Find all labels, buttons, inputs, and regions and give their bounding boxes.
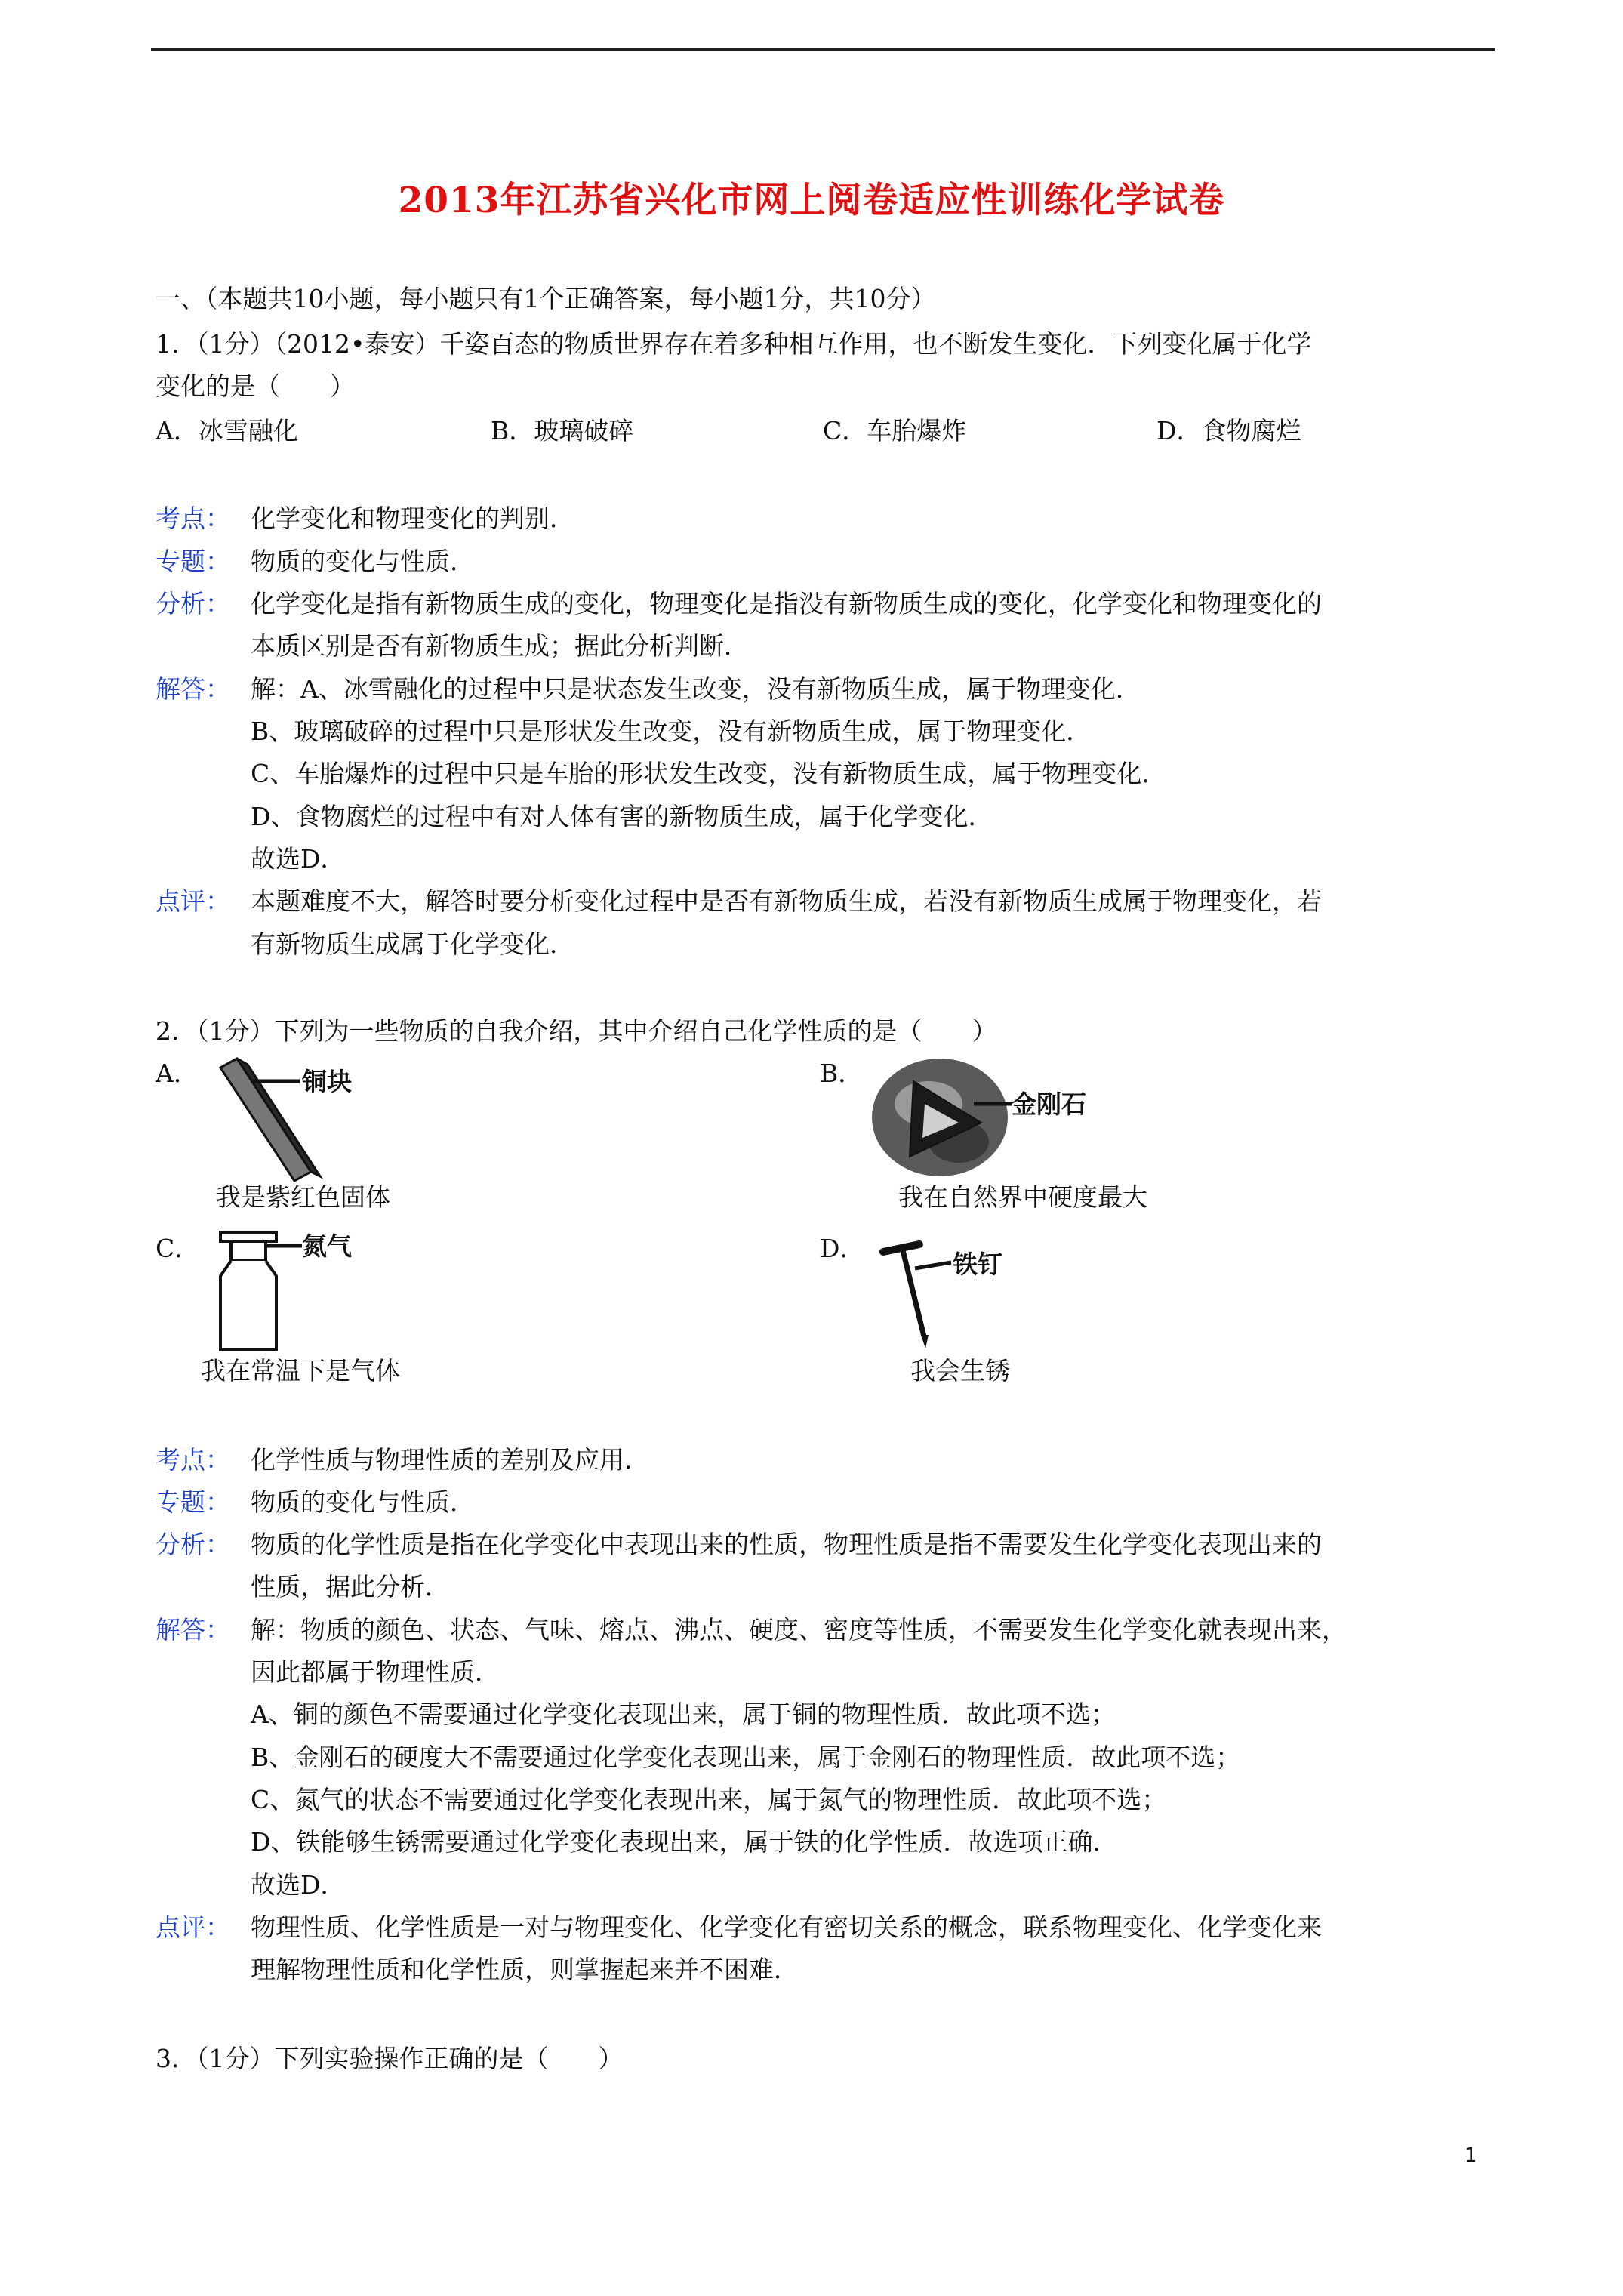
q1-fenxi-line2: 本质区别是否有新物质生成；据此分析判断． [251,631,749,661]
q2-option-d-tag: 铁钉 [953,1250,1002,1279]
q2-fenxi-line2: 性质，据此分析． [251,1572,450,1601]
q2-option-c-letter: C． [156,1234,200,1263]
q2-jieda-line5: C、氮气的状态不需要通过化学变化表现出来，属于氮气的物理性质．故此项不选； [251,1785,1167,1814]
gas-bottle-icon [205,1223,387,1359]
q1-stem-line1: 1．（1分）（2012•泰安）千姿百态的物质世界存在着多种相互作用，也不断发生变化．下列变化属于化学 [156,329,1312,359]
q1-option-b: B．玻璃破碎 [491,416,634,445]
q2-jieda-label: 解答： [156,1615,230,1644]
q1-jieda-line2: B、玻璃破碎的过程中只是形状发生改变，没有新物质生成，属于物理变化． [251,717,1092,746]
q2-kaodian-text: 化学性质与物理性质的差别及应用． [251,1445,649,1475]
q1-stem-line2: 变化的是（ ） [156,371,355,401]
q3-stem: 3．（1分）下列实验操作正确的是（ ） [156,2044,624,2073]
header-rule [151,48,1495,51]
q1-jieda-line4: D、食物腐烂的过程中有对人体有害的新物质生成，属于化学变化． [251,802,993,831]
q2-option-c-caption: 我在常温下是气体 [201,1356,400,1385]
q1-dianping-label: 点评： [156,886,230,916]
q2-jieda-line1: 解：物质的颜色、状态、气味、熔点、沸点、硬度、密度等性质，不需要发生化学变化就表现出来， [251,1615,1347,1644]
q2-zhuanti-text: 物质的变化与性质． [251,1487,475,1517]
q1-option-c: C．车胎爆炸 [823,416,967,445]
q2-option-a-letter: A． [156,1059,199,1088]
q1-fenxi-line1: 化学变化是指有新物质生成的变化，物理变化是指没有新物质生成的变化，化学变化和物理变化的 [251,589,1322,618]
q1-zhuanti-label: 专题： [156,547,230,576]
q2-fenxi-line1: 物质的化学性质是指在化学变化中表现出来的性质，物理性质是指不需要发生化学变化表现出来的 [251,1530,1322,1559]
q2-jieda-line2: 因此都属于物理性质． [251,1657,500,1687]
q1-jieda-line1: 解：A、冰雪融化的过程中只是状态发生改变，没有新物质生成，属于物理变化． [251,674,1141,704]
q2-dianping-label: 点评： [156,1912,230,1942]
q2-option-b-tag: 金刚石 [1012,1089,1086,1119]
q2-dianping-line2: 理解物理性质和化学性质，则掌握起来并不困难． [251,1955,799,1984]
page-number: 1 [1464,2144,1477,2167]
q1-fenxi-label: 分析： [156,589,230,618]
q2-jieda-line4: B、金刚石的硬度大不需要通过化学变化表现出来，属于金刚石的物理性质．故此项不选； [251,1743,1241,1772]
q2-option-b-caption: 我在自然界中硬度最大 [898,1182,1147,1212]
q1-kaodian-text: 化学变化和物理变化的判别． [251,504,574,533]
q2-option-a-tag: 铜块 [302,1067,352,1096]
q1-zhuanti-text: 物质的变化与性质． [251,547,475,576]
q1-jieda-line5: 故选D． [251,844,346,874]
iron-nail-icon [868,1223,1079,1359]
q2-option-d-caption: 我会生锈 [910,1356,1010,1385]
q1-kaodian-label: 考点： [156,504,230,533]
q1-jieda-line3: C、车胎爆炸的过程中只是车胎的形状发生改变，没有新物质生成，属于物理变化． [251,759,1167,788]
q1-option-d: D．食物腐烂 [1156,416,1301,445]
q2-kaodian-label: 考点： [156,1445,230,1475]
q1-jieda-label: 解答： [156,674,230,704]
q2-option-d-letter: D． [820,1234,865,1263]
q2-jieda-line6: D、铁能够生锈需要通过化学变化表现出来，属于铁的化学性质．故选项正确． [251,1827,1118,1857]
q2-stem: 2．（1分）下列为一些物质的自我介绍，其中介绍自己化学性质的是（ ） [156,1016,997,1046]
q2-option-c-tag: 氮气 [302,1231,352,1261]
q2-fenxi-label: 分析： [156,1530,230,1559]
q1-option-a: A．冰雪融化 [156,416,298,445]
q2-jieda-line7: 故选D． [251,1870,346,1900]
copper-block-icon [205,1051,387,1194]
q2-option-b-letter: B． [820,1059,864,1088]
section-heading: 一、（本题共10小题，每小题只有1个正确答案，每小题1分，共10分） [156,284,936,313]
page-title: 2013年江苏省兴化市网上阅卷适应性训练化学试卷 [398,180,1225,221]
q2-jieda-line3: A、铜的颜色不需要通过化学变化表现出来，属于铜的物理性质．故此项不选； [251,1700,1116,1729]
q2-dianping-line1: 物理性质、化学性质是一对与物理变化、化学变化有密切关系的概念，联系物理变化、化学变化来 [251,1912,1322,1942]
q1-dianping-line2: 有新物质生成属于化学变化． [251,929,574,959]
q2-zhuanti-label: 专题： [156,1487,230,1517]
diamond-icon [868,1051,1140,1187]
q2-option-a-caption: 我是紫红色固体 [216,1182,390,1212]
q1-dianping-line1: 本题难度不大，解答时要分析变化过程中是否有新物质生成，若没有新物质生成属于物理变化，若 [251,886,1322,916]
